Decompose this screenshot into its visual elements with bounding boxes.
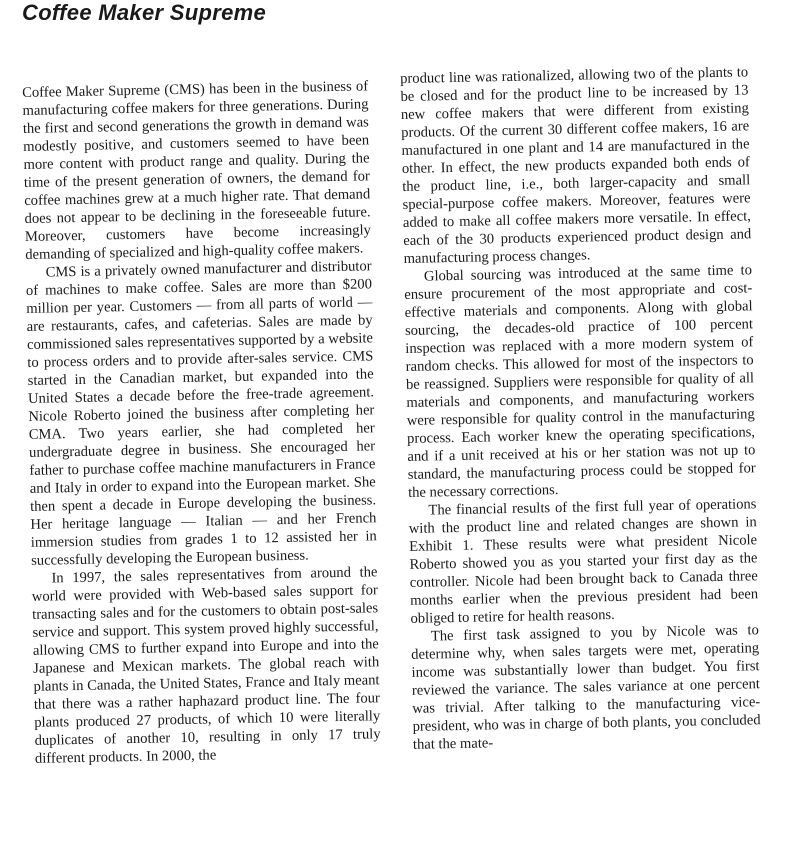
paragraph: product line was rationalized, allowing two of the plants to be closed and for the product line to be increased by 13 new coffee makers that were different from existing products. Of the current 30 different coffee makers, 16 are manufactured in one plant and 14 are manufactured in the other. In effect, the new products expanded both ends of the product line, i.e., both larger-capacity and small special-purpose coffee makers. Moreover, features were added to make all coffee makers more versatile. In effect, each of the 30 products experienced product design and manufacturing process changes.: [400, 64, 752, 267]
paragraph: CMS is a privately owned manufacturer and distributor of machines to make coffee. Sales are more than $200 million per year. Customers — from all parts of world — are restaurants, cafes, and cafeterias. Sales are made by commissioned sales representatives supported by a website to process orders and to provide after-sales service. CMS started in the Canadian market, but expanded into the United States a decade before the free-trade agreement. Nicole Roberto joined the business after completing her CMA. Two years earlier, she had completed her undergraduate degree in business. She encouraged her father to purchase coffee machine manufacturers in France and Italy in order to expand into the European market. She then spent a decade in Europe developing the business. Her heritage language — Italian — and her French immersion studies from grades 1 to 12 assisted her in successfully developing the European business.: [25, 258, 377, 569]
paragraph: The financial results of the first full year of operations with the product line and related changes are shown in Exhibit 1. These results were what president Nicole Roberto showed you as you started your first day as the controller. Nicole had been brought back to Canada three months earlier when the previous president had been obliged to retire for health reasons.: [408, 496, 759, 627]
paragraph: Coffee Maker Supreme (CMS) has been in the business of manufacturing coffee makers for three generations. During the first and second generations the growth in demand was modestly positive, and customers seemed to have been more content with product range and quality. During the time of the present generation of owners, the demand for coffee machines grew at a much higher rate. That demand does not appear to be declining in the foreseeable future. Moreover, customers have become increasingly demanding of specialized and high-quality coffee makers.: [22, 78, 372, 263]
right-column: [400, 63, 761, 754]
paragraph: The first task assigned to you by Nicole was to determine why, when sales targets were met, operating income was substantially lower than budget. You first reviewed the variance. The sales variance at one percent was trivial. After talking to the manufacturing vice-president, who was in charge of both plants, you concluded that the mate-: [411, 622, 761, 753]
paragraph: In 1997, the sales representatives from around the world were provided with Web-based sales support for transacting sales and for the customers to obtain post-sales service and support. This system proved highly successful, allowing CMS to further expand into Europe and into the Japanese and Mexican markets. The global reach with plants in Canada, the United States, France and Italy meant that there was a rather haphazard product line. The four plants produced 27 products, of which 10 were literally duplicates of another 10, resulting in only 17 truly different products. In 2000, the: [31, 564, 381, 767]
paragraph: Global sourcing was introduced at the same time to ensure procurement of the most appropriate and cost-effective materials and components. Along with global sourcing, the decades-old practice of 100 percent inspection was replaced with a more modern system of random checks. This allowed for most of the inspectors to be reassigned. Suppliers were responsible for quality of all materials and components, and manufacturing workers were responsible for quality control in the manufacturing process. Each worker knew the operating specifications, and if a unit received at his or her station was not up to standard, the manufacturing process could be stopped for the necessary corrections.: [404, 262, 756, 501]
document-title: Coffee Maker Supreme: [22, 0, 267, 25]
left-column: [22, 77, 381, 768]
